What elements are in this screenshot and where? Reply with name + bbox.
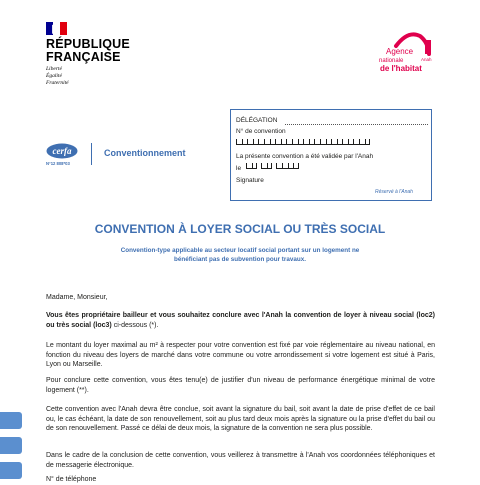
anah-nationale-text: nationale (379, 58, 404, 64)
validation-date-field[interactable] (246, 163, 299, 169)
paragraph-intro-bold: Vous êtes propriétaire bailleur et vous souhaitez conclure avec l'Anah la convention de loyer à niveau social (loc2) ou très social (loc3) (46, 312, 435, 329)
side-tab-3[interactable] (0, 462, 22, 479)
document-title: CONVENTION À LOYER SOCIAL OU TRÈS SOCIAL (94, 222, 386, 236)
reserved-for-anah-label: Réservé à l'Anah (375, 189, 413, 195)
paragraph-energy: Pour conclure cette convention, vous êtes tenu(e) de justifier d'un niveau de performance énergétique minimal de votre logement (**). (46, 377, 435, 394)
digit-box[interactable] (293, 163, 299, 169)
anah-habitat-text: de l'habitat (380, 64, 422, 73)
document-subtitle: Convention-type applicable au secteur locatif social portant sur un logement ne bénéficiant pas de subvention pour travaux. (120, 247, 360, 263)
paragraph-contact: Dans le cadre de la conclusion de cette convention, vous veillerez à transmettre à l'Anah vos coordonnées téléphoniques et de messagerie électronique. (46, 452, 435, 469)
anah-abbr-text: Anah (421, 57, 432, 62)
republic-line-2: FRANÇAISE (46, 50, 121, 64)
motto-liberte: Liberté (46, 66, 62, 72)
validated-label: La présente convention a été validée par l'Anah (236, 153, 374, 160)
convention-number-field[interactable] (236, 139, 370, 145)
signature-label: Signature (236, 177, 264, 184)
digit-box[interactable] (365, 139, 371, 145)
paragraph-timing: Cette convention avec l'Anah devra être conclue, soit avant la signature du bail, soit avant la date de prise d'effet de ce bail ou, le cas échéant, la date de son renouvellement, soit au plus tard deux mois après la signature ou la prise d'effet du bail ou de son renouvellement. Passé ce délai de deux mois, la signature de la convention ne sera plus possible. (46, 406, 435, 433)
republic-line-1: RÉPUBLIQUE (46, 37, 130, 51)
delegation-field[interactable] (285, 117, 428, 125)
side-tab-1[interactable] (0, 412, 22, 429)
salutation: Madame, Monsieur, (46, 294, 108, 301)
cerfa-logo-text: cerfa (52, 146, 72, 156)
paragraph-intro (46, 311, 435, 330)
delegation-label: DÉLÉGATION (236, 117, 278, 124)
phone-number-label: N° de téléphone (46, 476, 97, 483)
motto-egalite: Égalité (46, 73, 62, 79)
convention-number-label: N° de convention (236, 128, 286, 135)
anah-agence-text: Agence (386, 47, 414, 56)
marianne-logo-icon (46, 22, 67, 35)
motto-fraternite: Fraternité (46, 80, 69, 86)
cerfa-number: N°12 808*03 (46, 161, 70, 166)
paragraph-max-rent: Le montant du loyer maximal au m² à respecter pour votre convention est fixé par voie réglementaire au niveau national, en fonction du niveau des loyers de marché dans votre commune ou votre arrondissement si votre logement est situé à Paris, Lyon ou Marseille. (46, 342, 435, 369)
paragraph-intro-rest: ci-dessous (*). (111, 321, 159, 329)
date-le-label: le (236, 165, 242, 172)
form-name: Conventionnement (104, 148, 186, 158)
cerfa-divider (91, 143, 92, 165)
cerfa-logo-icon (46, 143, 78, 159)
side-tab-2[interactable] (0, 437, 22, 454)
